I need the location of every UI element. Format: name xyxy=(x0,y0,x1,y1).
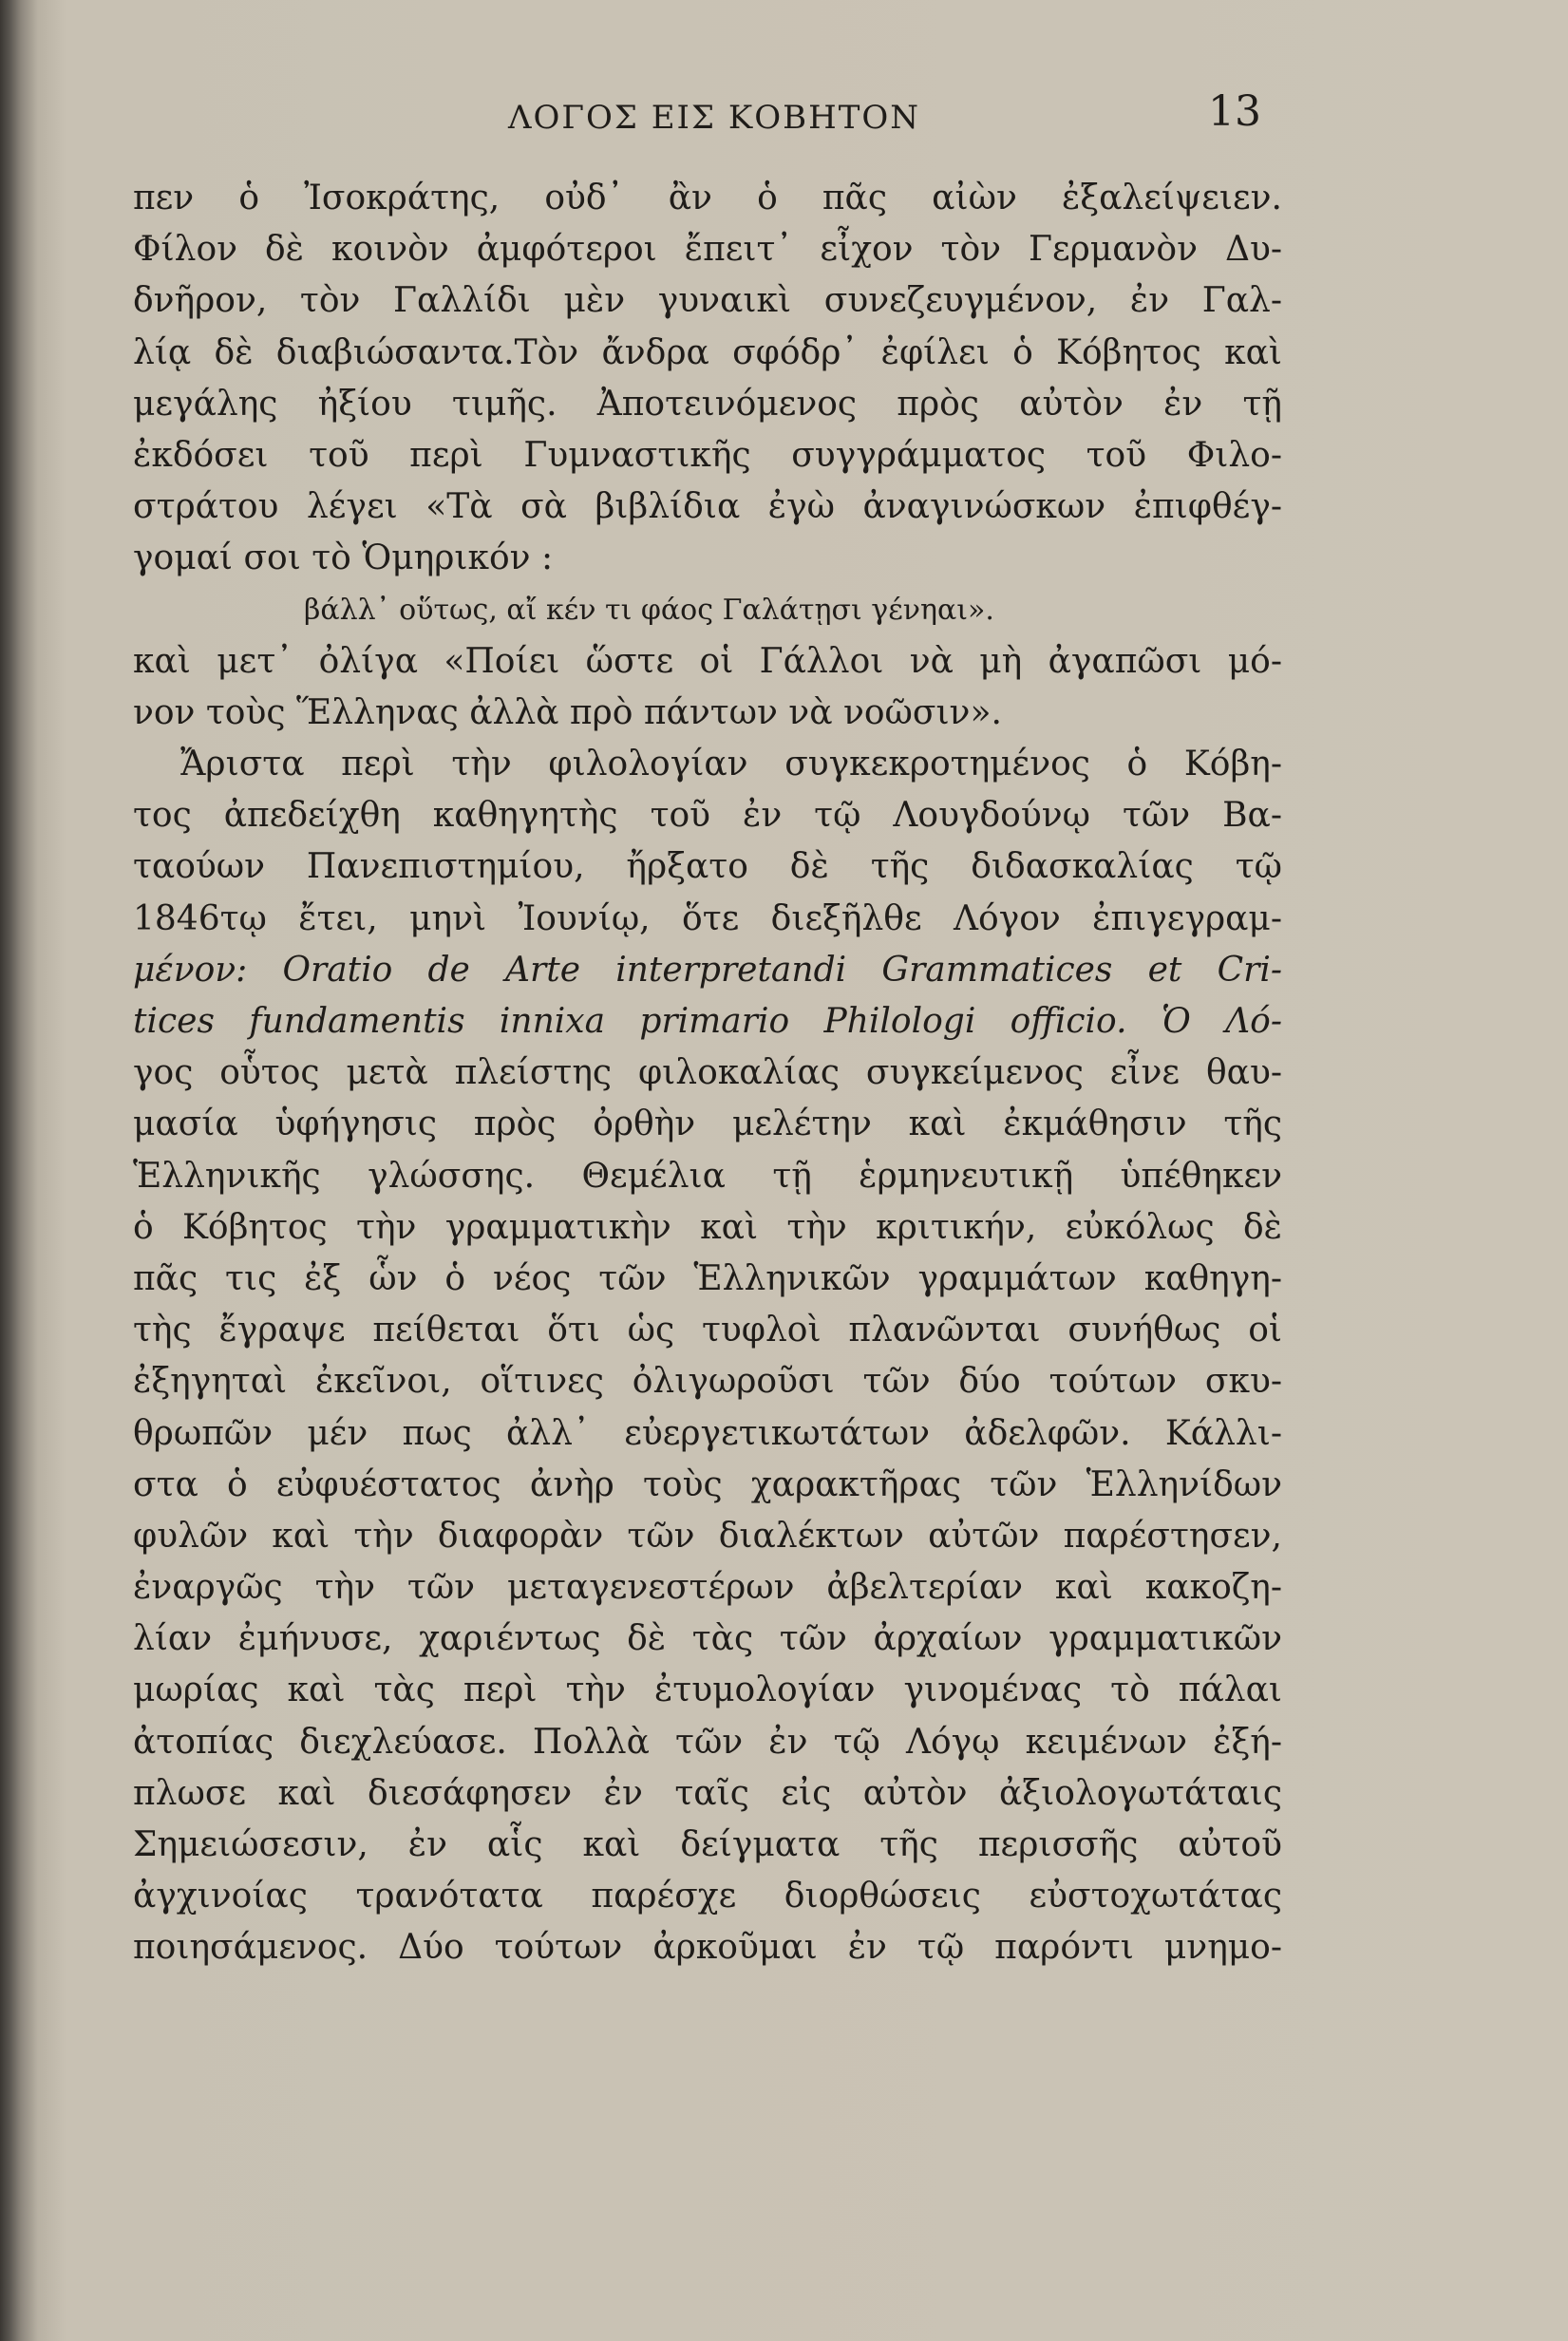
text-line: τος ἀπεδείχθη καθηγητὴς τοῦ ἐν τῷ Λουγδούνῳ τῶν Βα- xyxy=(133,796,1282,836)
text-line-latin-title: tices fundamentis innixa primario Philologi officio. Ὁ Λό- xyxy=(133,1002,1282,1041)
page-header xyxy=(0,87,1568,144)
text-line: ὁ Κόβητος τὴν γραμματικὴν καὶ τὴν κριτικήν, εὐκόλως δὲ xyxy=(133,1207,1282,1247)
text-line: ἐκδόσει τοῦ περὶ Γυμναστικῆς συγγράμματος τοῦ Φιλο- xyxy=(133,435,1282,475)
text-line: φυλῶν καὶ τὴν διαφορὰν τῶν διαλέκτων αὐτῶν παρέστησεν, xyxy=(133,1516,1282,1556)
text-line: πᾶς τις ἐξ ὧν ὁ νέος τῶν Ἑλληνικῶν γραμμάτων καθηγη- xyxy=(133,1258,1282,1298)
text-line: μασία ὑφήγησις πρὸς ὀρθὴν μελέτην καὶ ἐκμάθησιν τῆς xyxy=(133,1104,1282,1144)
text-line: πλωσε καὶ διεσάφησεν ἐν ταῖς εἰς αὐτὸν ἀξιολογωτάταις xyxy=(133,1773,1282,1813)
text-line: ταούων Πανεπιστημίου, ἤρξατο δὲ τῆς διδασκαλίας τῷ xyxy=(133,847,1282,887)
page-number: 13 xyxy=(1208,87,1261,136)
body-text xyxy=(133,173,1282,1974)
text-line: Ἑλληνικῆς γλώσσης. Θεμέλια τῇ ἑρμηνευτικῇ ὑπέθηκεν xyxy=(133,1156,1282,1196)
text-line: ποιησάμενος. Δύο τούτων ἀρκοῦμαι ἐν τῷ παρόντι μνημο- xyxy=(133,1928,1282,1968)
verse-quotation: βάλλ᾽ οὕτως, αἴ κέν τι φάος Γαλάτῃσι γένηαι». xyxy=(304,593,994,627)
text-line: νον τοὺς Ἕλληνας ἀλλὰ πρὸ πάντων νὰ νοῶσιν». xyxy=(133,692,1002,732)
text-line: δνῆρον, τὸν Γαλλίδι μὲν γυναικὶ συνεζευγμένον, ἐν Γαλ- xyxy=(133,281,1282,321)
text-line: πεν ὁ Ἰσοκράτης, οὐδ᾽ ἂν ὁ πᾶς αἰὼν ἐξαλείψειεν. xyxy=(133,179,1282,217)
text-line: στα ὁ εὐφυέστατος ἀνὴρ τοὺς χαρακτῆρας τῶν Ἑλληνίδων xyxy=(133,1464,1282,1504)
text-line: μωρίας καὶ τὰς περὶ τὴν ἐτυμολογίαν γινομένας τὸ πάλαι xyxy=(133,1671,1282,1710)
text-line: 1846τῳ ἔτει, μηνὶ Ἰουνίῳ, ὅτε διεξῆλθε Λόγον ἐπιγεγραμ- xyxy=(133,898,1282,938)
text-line: ἀτοπίας διεχλεύασε. Πολλὰ τῶν ἐν τῷ Λόγῳ κειμένων ἐξή- xyxy=(133,1722,1282,1762)
text-line: μεγάλης ἠξίου τιμῆς. Ἀποτεινόμενος πρὸς αὐτὸν ἐν τῇ xyxy=(133,384,1282,424)
running-title: ΛΟΓΟΣ ΕΙΣ ΚΟΒΗΤΟΝ xyxy=(508,99,921,137)
text-line: θρωπῶν μέν πως ἀλλ᾽ εὐεργετικωτάτων ἀδελφῶν. Κάλλι- xyxy=(133,1413,1282,1453)
text-line: γομαί σοι τὸ Ὁμηρικόν : xyxy=(133,538,554,578)
text-line: στράτου λέγει «Τὰ σὰ βιβλίδια ἐγὼ ἀναγινώσκων ἐπιφθέγ- xyxy=(133,487,1282,527)
text-line: γος οὗτος μετὰ πλείστης φιλοκαλίας συγκείμενος εἶνε θαυ- xyxy=(133,1053,1282,1093)
text-line: ἐναργῶς τὴν τῶν μεταγενεστέρων ἀβελτερίαν καὶ κακοζη- xyxy=(133,1568,1282,1608)
text-line: ἀγχινοίας τρανότατα παρέσχε διορθώσεις εὐστοχωτάτας xyxy=(133,1877,1282,1916)
text-line: Σημειώσεσιν, ἐν αἷς καὶ δείγματα τῆς περισσῆς αὐτοῦ xyxy=(133,1825,1282,1864)
text-line: τὴς ἔγραψε πείθεται ὅτι ὡς τυφλοὶ πλανῶνται συνήθως οἱ xyxy=(133,1311,1282,1350)
text-line: λίαν ἐμήνυσε, χαριέντως δὲ τὰς τῶν ἀρχαίων γραμματικῶν xyxy=(133,1619,1282,1659)
text-line: λίᾳ δὲ διαβιώσαντα.Τὸν ἄνδρα σφόδρ᾽ ἐφίλει ὁ Κόβητος καὶ xyxy=(133,332,1282,372)
text-line: Φίλον δὲ κοινὸν ἀμφότεροι ἔπειτ᾽ εἶχον τὸν Γερμανὸν Δυ- xyxy=(133,230,1282,270)
paragraph-start: Ἄριστα περὶ τὴν φιλολογίαν συγκεκροτημένος ὁ Κόβη- xyxy=(180,745,1282,784)
text-line: ἐξηγηταὶ ἐκεῖνοι, οἵτινες ὀλιγωροῦσι τῶν δύο τούτων σκυ- xyxy=(133,1362,1282,1402)
text-line: καὶ μετ᾽ ὀλίγα «Ποίει ὥστε οἱ Γάλλοι νὰ μὴ ἀγαπῶσι μό- xyxy=(133,641,1282,681)
text-line-latin-title: μένον: Oratio de Arte interpretandi Grammatices et Cri- xyxy=(133,950,1282,990)
